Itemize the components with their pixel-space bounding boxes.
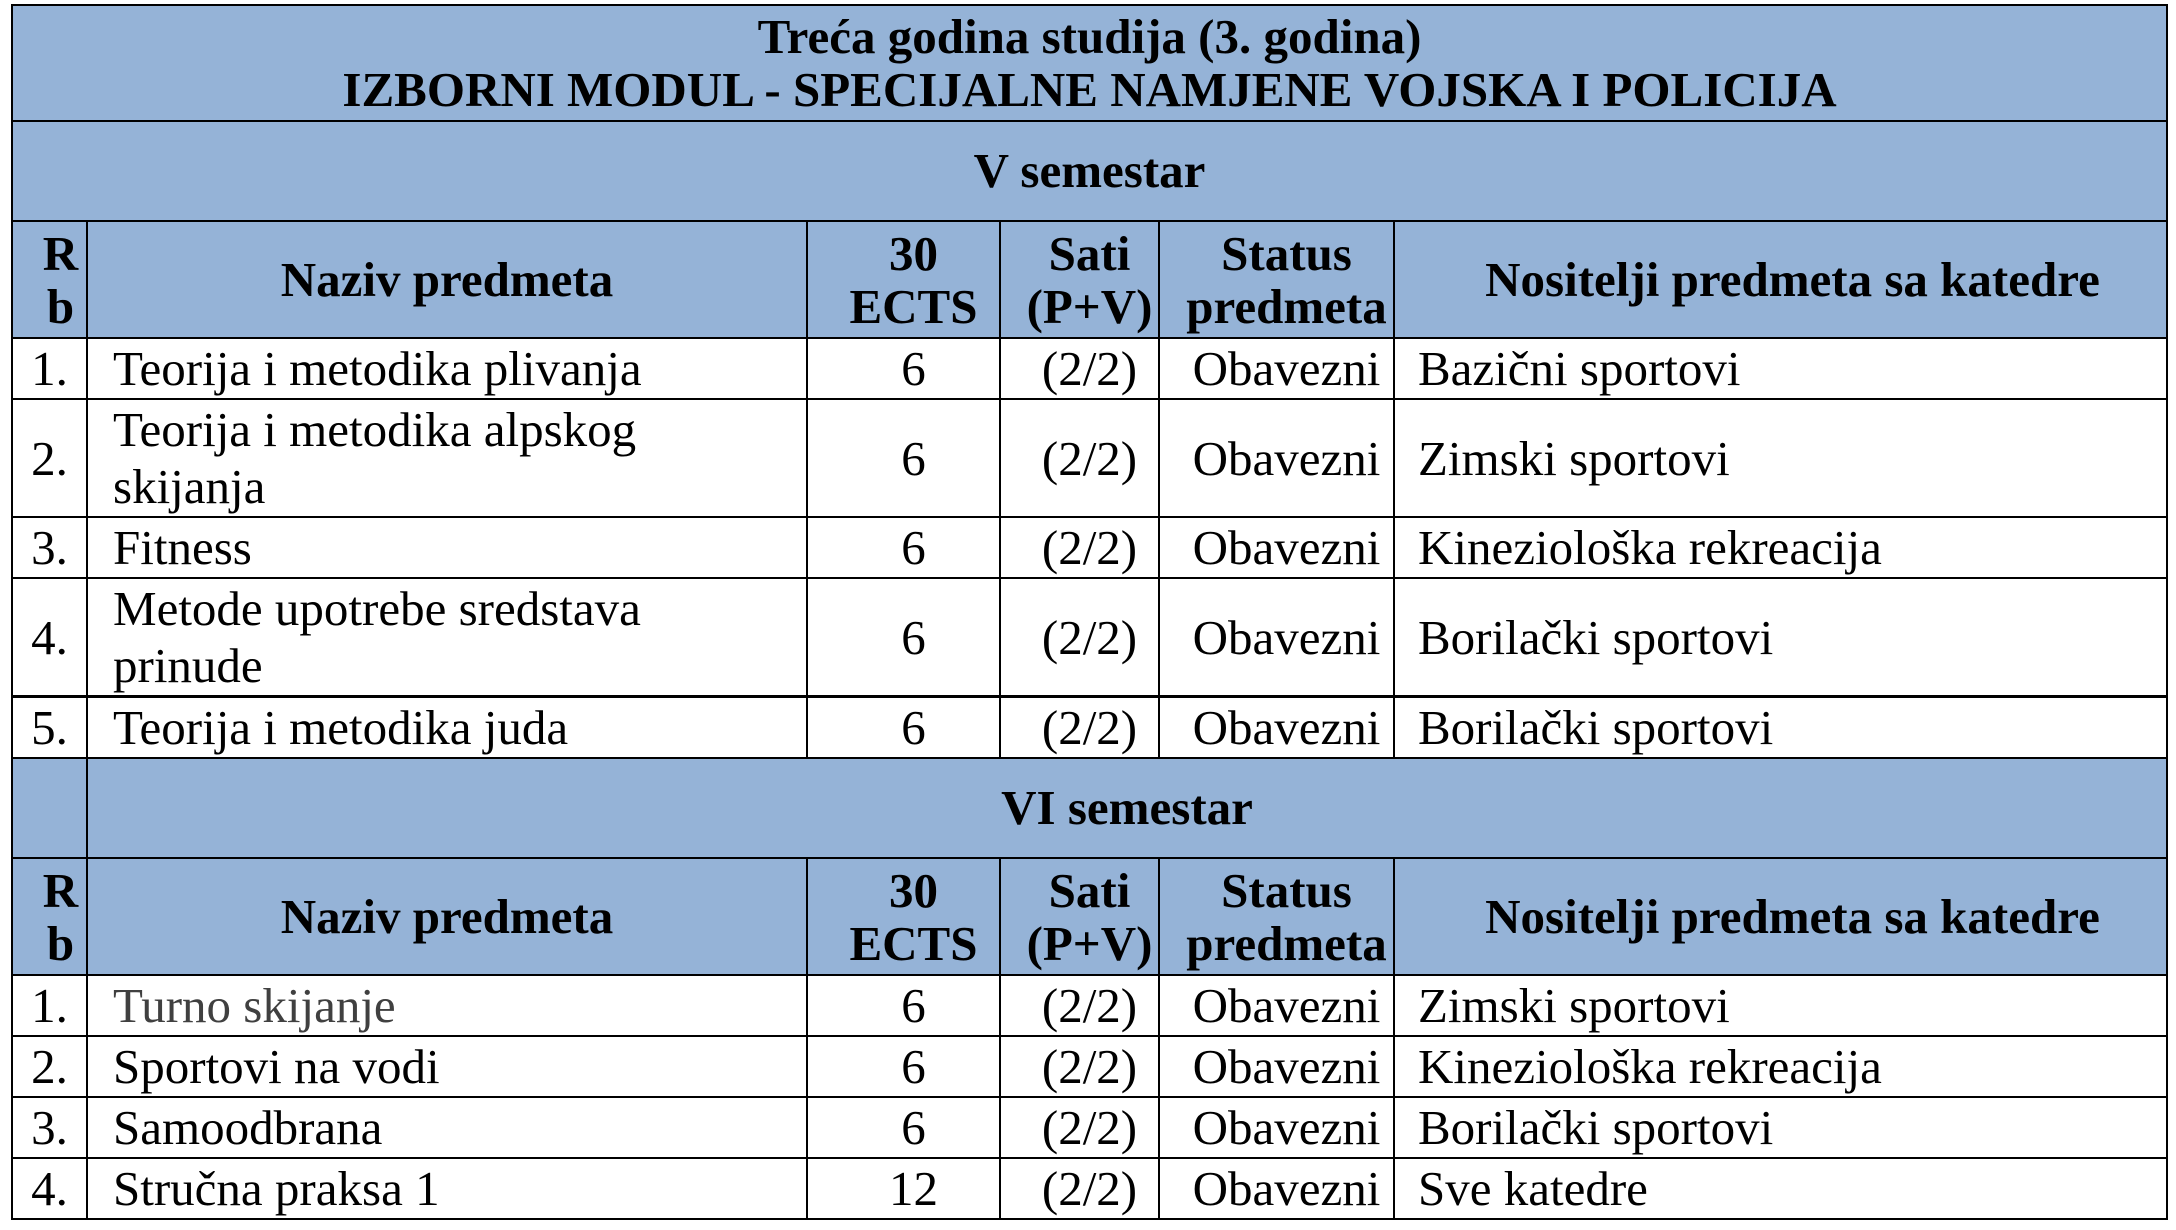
cell-rb: 5. xyxy=(12,697,87,759)
table-row xyxy=(12,338,2167,399)
cell-sati: (2/2) xyxy=(1000,338,1159,399)
cell-nositelji: Kineziološka rekreacija xyxy=(1394,517,2167,578)
table-row xyxy=(12,697,2167,759)
cell-naziv-line-1: Teorija i metodika juda xyxy=(113,699,569,755)
cell-nositelji: Borilački sportovi xyxy=(1394,1097,2167,1158)
header-ects-line-1: 30 xyxy=(889,225,938,281)
header-status-line-2: predmeta xyxy=(1186,915,1387,971)
header-naziv xyxy=(87,858,807,975)
header-rb xyxy=(12,858,87,975)
header-nositelji xyxy=(1394,221,2167,338)
semester-rb-cell xyxy=(12,758,87,858)
cell-naziv-line-1: Sportovi na vodi xyxy=(113,1038,440,1094)
table-row xyxy=(12,578,2167,697)
cell-sati: (2/2) xyxy=(1000,1097,1159,1158)
table-row xyxy=(12,399,2167,517)
cell-status: Obavezni xyxy=(1159,517,1394,578)
title-line-1: Treća godina studija (3. godina) xyxy=(757,9,1422,64)
header-sati xyxy=(1000,858,1159,975)
header-status-line-1: Status xyxy=(1221,862,1352,918)
cell-sati: (2/2) xyxy=(1000,1158,1159,1219)
header-ects xyxy=(807,221,1000,338)
cell-naziv-line-1: Teorija i metodika plivanja xyxy=(113,340,642,396)
header-ects-line-1: 30 xyxy=(889,862,938,918)
cell-naziv-line-2: skijanja xyxy=(113,459,266,514)
semester-row xyxy=(12,121,2167,221)
cell-naziv xyxy=(87,517,807,578)
table-row xyxy=(12,975,2167,1036)
header-rb-line-2: b xyxy=(46,915,75,971)
header-nositelji xyxy=(1394,858,2167,975)
cell-naziv xyxy=(87,1097,807,1158)
header-naziv xyxy=(87,221,807,338)
cell-rb: 2. xyxy=(12,399,87,517)
table-row xyxy=(12,517,2167,578)
cell-rb: 4. xyxy=(12,1158,87,1219)
cell-naziv-line-1: Fitness xyxy=(113,519,252,575)
table-row xyxy=(12,1097,2167,1158)
cell-nositelji: Zimski sportovi xyxy=(1394,399,2167,517)
cell-status: Obavezni xyxy=(1159,1097,1394,1158)
header-status xyxy=(1159,858,1394,975)
header-naziv-line-1: Naziv predmeta xyxy=(280,889,614,944)
column-header-row xyxy=(12,858,2167,975)
cell-naziv xyxy=(87,1036,807,1097)
column-header-row xyxy=(12,221,2167,338)
cell-naziv xyxy=(87,399,807,517)
study-plan-table xyxy=(11,4,2168,1220)
cell-ects: 12 xyxy=(807,1158,1000,1219)
cell-rb: 1. xyxy=(12,338,87,399)
cell-nositelji: Bazični sportovi xyxy=(1394,338,2167,399)
header-ects xyxy=(807,858,1000,975)
cell-ects: 6 xyxy=(807,1097,1000,1158)
cell-naziv-line-2: prinude xyxy=(113,638,263,693)
cell-nositelji: Kineziološka rekreacija xyxy=(1394,1036,2167,1097)
cell-naziv-line-1: Teorija i metodika alpskog xyxy=(113,402,637,457)
header-nositelji-line-1: Nositelji predmeta sa katedre xyxy=(1485,889,2100,944)
cell-sati: (2/2) xyxy=(1000,697,1159,759)
cell-naziv xyxy=(87,697,807,759)
cell-ects: 6 xyxy=(807,697,1000,759)
cell-naziv xyxy=(87,338,807,399)
cell-sati: (2/2) xyxy=(1000,399,1159,517)
study-plan-body xyxy=(12,5,2167,1219)
cell-status: Obavezni xyxy=(1159,697,1394,759)
semester-label: V semestar xyxy=(12,121,2167,221)
cell-status: Obavezni xyxy=(1159,1036,1394,1097)
cell-status: Obavezni xyxy=(1159,399,1394,517)
header-rb-line-1: R xyxy=(42,862,79,918)
cell-nositelji: Sve katedre xyxy=(1394,1158,2167,1219)
cell-naziv xyxy=(87,578,807,697)
cell-ects: 6 xyxy=(807,399,1000,517)
header-sati-line-1: Sati xyxy=(1048,225,1131,281)
cell-sati: (2/2) xyxy=(1000,578,1159,697)
cell-ects: 6 xyxy=(807,517,1000,578)
cell-nositelji: Borilački sportovi xyxy=(1394,578,2167,697)
table-row xyxy=(12,1036,2167,1097)
cell-nositelji: Borilački sportovi xyxy=(1394,697,2167,759)
cell-rb: 3. xyxy=(12,517,87,578)
table-title xyxy=(12,5,2167,121)
semester-label: VI semestar xyxy=(87,758,2167,858)
cell-status: Obavezni xyxy=(1159,975,1394,1036)
cell-rb: 2. xyxy=(12,1036,87,1097)
cell-status: Obavezni xyxy=(1159,578,1394,697)
semester-row xyxy=(12,758,2167,858)
title-line-2: IZBORNI MODUL - SPECIJALNE NAMJENE VOJSKA I POLICIJA xyxy=(342,62,1837,117)
cell-sati: (2/2) xyxy=(1000,1036,1159,1097)
cell-ects: 6 xyxy=(807,578,1000,697)
header-sati xyxy=(1000,221,1159,338)
header-sati-line-1: Sati xyxy=(1048,862,1131,918)
cell-rb: 4. xyxy=(12,578,87,697)
cell-naziv-line-1: Stručna praksa 1 xyxy=(113,1160,440,1216)
header-status xyxy=(1159,221,1394,338)
table-row xyxy=(12,1158,2167,1219)
header-nositelji-line-1: Nositelji predmeta sa katedre xyxy=(1485,252,2100,307)
cell-naziv-line-1: Turno skijanje xyxy=(113,977,396,1033)
header-status-line-1: Status xyxy=(1221,225,1352,281)
title-row xyxy=(12,5,2167,121)
cell-sati: (2/2) xyxy=(1000,517,1159,578)
cell-nositelji: Zimski sportovi xyxy=(1394,975,2167,1036)
cell-ects: 6 xyxy=(807,975,1000,1036)
cell-sati: (2/2) xyxy=(1000,975,1159,1036)
header-ects-line-2: ECTS xyxy=(849,278,978,334)
cell-rb: 1. xyxy=(12,975,87,1036)
cell-naziv xyxy=(87,975,807,1036)
cell-ects: 6 xyxy=(807,1036,1000,1097)
cell-ects: 6 xyxy=(807,338,1000,399)
cell-status: Obavezni xyxy=(1159,1158,1394,1219)
cell-naziv-line-1: Metode upotrebe sredstava xyxy=(113,581,641,636)
header-ects-line-2: ECTS xyxy=(849,915,978,971)
header-status-line-2: predmeta xyxy=(1186,278,1387,334)
header-rb xyxy=(12,221,87,338)
header-sati-line-2: (P+V) xyxy=(1026,915,1153,971)
cell-rb: 3. xyxy=(12,1097,87,1158)
cell-status: Obavezni xyxy=(1159,338,1394,399)
header-sati-line-2: (P+V) xyxy=(1026,278,1153,334)
cell-naziv-line-1: Samoodbrana xyxy=(113,1099,383,1155)
cell-naziv xyxy=(87,1158,807,1219)
header-rb-line-1: R xyxy=(42,225,79,281)
header-naziv-line-1: Naziv predmeta xyxy=(280,252,614,307)
header-rb-line-2: b xyxy=(46,278,75,334)
